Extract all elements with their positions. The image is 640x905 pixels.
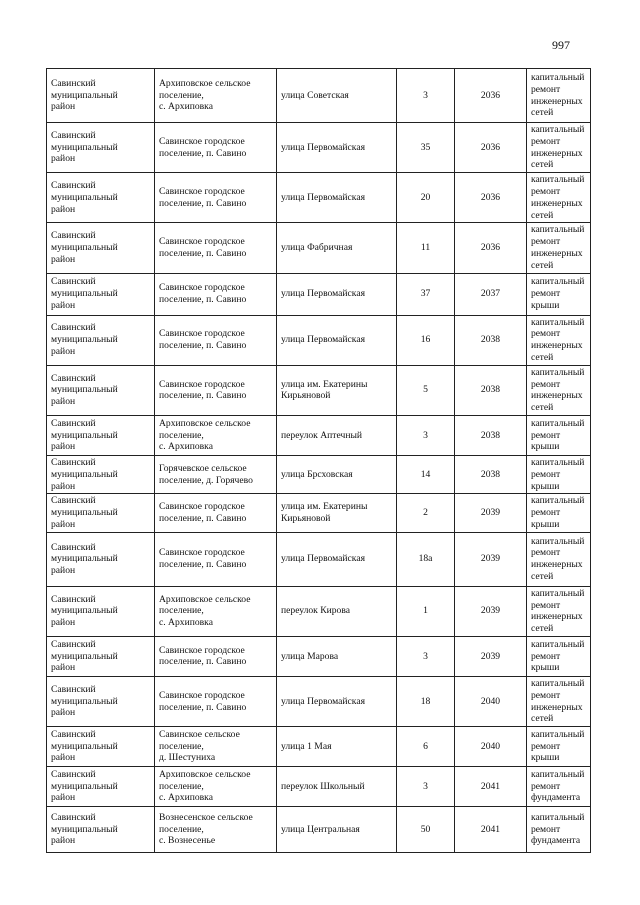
house-number-cell: 3: [397, 636, 455, 676]
year-cell: 2041: [455, 807, 527, 853]
house-number-cell: 3: [397, 767, 455, 807]
district-cell: Савинский муниципальный район: [47, 494, 155, 532]
street-cell: улица Первомайская: [277, 315, 397, 365]
house-number-cell: 35: [397, 123, 455, 173]
house-number-cell: 6: [397, 727, 455, 767]
street-cell: улица Брсховская: [277, 455, 397, 493]
house-number-cell: 3: [397, 415, 455, 455]
work-type-cell: капитальный ремонт инженерных сетей: [527, 173, 591, 223]
table-row: [47, 273, 591, 315]
table-row: [47, 494, 591, 532]
year-cell: 2041: [455, 767, 527, 807]
table-row: [47, 676, 591, 726]
settlement-cell: Савинское городское поселение, п. Савино: [155, 676, 277, 726]
work-type-cell: капитальный ремонт крыши: [527, 636, 591, 676]
settlement-cell: Савинское городское поселение, п. Савино: [155, 532, 277, 586]
street-cell: переулок Кирова: [277, 586, 397, 636]
district-cell: Савинский муниципальный район: [47, 767, 155, 807]
table-row: [47, 123, 591, 173]
street-cell: улица Первомайская: [277, 273, 397, 315]
district-cell: Савинский муниципальный район: [47, 365, 155, 415]
table-row: [47, 727, 591, 767]
work-type-cell: капитальный ремонт инженерных сетей: [527, 586, 591, 636]
work-type-cell: капитальный ремонт инженерных сетей: [527, 676, 591, 726]
district-cell: Савинский муниципальный район: [47, 415, 155, 455]
district-cell: Савинский муниципальный район: [47, 223, 155, 273]
settlement-cell: Савинское городское поселение, п. Савино: [155, 123, 277, 173]
table-row: [47, 315, 591, 365]
house-number-cell: 5: [397, 365, 455, 415]
work-type-cell: капитальный ремонт фундамента: [527, 807, 591, 853]
table-row: [47, 586, 591, 636]
house-number-cell: 11: [397, 223, 455, 273]
house-number-cell: 20: [397, 173, 455, 223]
settlement-cell: Савинское городское поселение, п. Савино: [155, 315, 277, 365]
year-cell: 2036: [455, 69, 527, 123]
settlement-cell: Савинское городское поселение, п. Савино: [155, 494, 277, 532]
street-cell: улица им. Екатерины Кирьяновой: [277, 494, 397, 532]
street-cell: улица Марова: [277, 636, 397, 676]
district-cell: Савинский муниципальный район: [47, 636, 155, 676]
street-cell: улица Советская: [277, 69, 397, 123]
house-number-cell: 14: [397, 455, 455, 493]
street-cell: улица Центральная: [277, 807, 397, 853]
street-cell: улица Первомайская: [277, 532, 397, 586]
work-type-cell: капитальный ремонт крыши: [527, 415, 591, 455]
settlement-cell: Вознесенское сельское поселение, с. Вознесенье: [155, 807, 277, 853]
table-row: [47, 69, 591, 123]
settlement-cell: Архиповское сельское поселение, с. Архиповка: [155, 586, 277, 636]
work-type-cell: капитальный ремонт инженерных сетей: [527, 365, 591, 415]
year-cell: 2039: [455, 586, 527, 636]
street-cell: переулок Аптечный: [277, 415, 397, 455]
settlement-cell: Архиповское сельское поселение, с. Архиповка: [155, 69, 277, 123]
year-cell: 2036: [455, 223, 527, 273]
settlement-cell: Архиповское сельское поселение, с. Архиповка: [155, 767, 277, 807]
table-row: [47, 532, 591, 586]
table-row: [47, 365, 591, 415]
year-cell: 2040: [455, 676, 527, 726]
year-cell: 2038: [455, 415, 527, 455]
year-cell: 2038: [455, 315, 527, 365]
district-cell: Савинский муниципальный район: [47, 532, 155, 586]
table-row: [47, 767, 591, 807]
settlement-cell: Горячевское сельское поселение, д. Горячево: [155, 455, 277, 493]
work-type-cell: капитальный ремонт инженерных сетей: [527, 315, 591, 365]
district-cell: Савинский муниципальный район: [47, 123, 155, 173]
year-cell: 2036: [455, 173, 527, 223]
year-cell: 2038: [455, 365, 527, 415]
district-cell: Савинский муниципальный район: [47, 315, 155, 365]
settlement-cell: Савинское городское поселение, п. Савино: [155, 223, 277, 273]
house-number-cell: 18: [397, 676, 455, 726]
house-number-cell: 3: [397, 69, 455, 123]
house-number-cell: 37: [397, 273, 455, 315]
house-number-cell: 2: [397, 494, 455, 532]
settlement-cell: Савинское городское поселение, п. Савино: [155, 636, 277, 676]
table-row: [47, 173, 591, 223]
year-cell: 2040: [455, 727, 527, 767]
district-cell: Савинский муниципальный район: [47, 173, 155, 223]
settlement-cell: Савинское городское поселение, п. Савино: [155, 173, 277, 223]
year-cell: 2039: [455, 532, 527, 586]
street-cell: улица 1 Мая: [277, 727, 397, 767]
work-type-cell: капитальный ремонт инженерных сетей: [527, 123, 591, 173]
year-cell: 2039: [455, 636, 527, 676]
work-type-cell: капитальный ремонт крыши: [527, 494, 591, 532]
district-cell: Савинский муниципальный район: [47, 273, 155, 315]
work-type-cell: капитальный ремонт крыши: [527, 273, 591, 315]
table-row: [47, 636, 591, 676]
street-cell: улица Фабричная: [277, 223, 397, 273]
district-cell: Савинский муниципальный район: [47, 586, 155, 636]
house-number-cell: 50: [397, 807, 455, 853]
street-cell: улица Первомайская: [277, 123, 397, 173]
work-type-cell: капитальный ремонт инженерных сетей: [527, 69, 591, 123]
year-cell: 2038: [455, 455, 527, 493]
district-cell: Савинский муниципальный район: [47, 69, 155, 123]
year-cell: 2039: [455, 494, 527, 532]
page-number: 997: [552, 38, 570, 52]
district-cell: Савинский муниципальный район: [47, 807, 155, 853]
street-cell: улица Первомайская: [277, 676, 397, 726]
district-cell: Савинский муниципальный район: [47, 676, 155, 726]
settlement-cell: Савинское сельское поселение, д. Шестуниха: [155, 727, 277, 767]
table-row: [47, 807, 591, 853]
work-type-cell: капитальный ремонт крыши: [527, 455, 591, 493]
house-number-cell: 16: [397, 315, 455, 365]
table-row: [47, 223, 591, 273]
work-type-cell: капитальный ремонт крыши: [527, 727, 591, 767]
table-row: [47, 415, 591, 455]
district-cell: Савинский муниципальный район: [47, 455, 155, 493]
district-cell: Савинский муниципальный район: [47, 727, 155, 767]
table-body: [47, 69, 591, 853]
house-number-cell: 18а: [397, 532, 455, 586]
settlement-cell: Архиповское сельское поселение, с. Архиповка: [155, 415, 277, 455]
table-row: [47, 455, 591, 493]
repair-schedule-table: [46, 68, 591, 853]
street-cell: переулок Школьный: [277, 767, 397, 807]
year-cell: 2037: [455, 273, 527, 315]
work-type-cell: капитальный ремонт инженерных сетей: [527, 223, 591, 273]
settlement-cell: Савинское городское поселение, п. Савино: [155, 365, 277, 415]
settlement-cell: Савинское городское поселение, п. Савино: [155, 273, 277, 315]
year-cell: 2036: [455, 123, 527, 173]
work-type-cell: капитальный ремонт фундамента: [527, 767, 591, 807]
work-type-cell: капитальный ремонт инженерных сетей: [527, 532, 591, 586]
house-number-cell: 1: [397, 586, 455, 636]
street-cell: улица Первомайская: [277, 173, 397, 223]
street-cell: улица им. Екатерины Кирьяновой: [277, 365, 397, 415]
